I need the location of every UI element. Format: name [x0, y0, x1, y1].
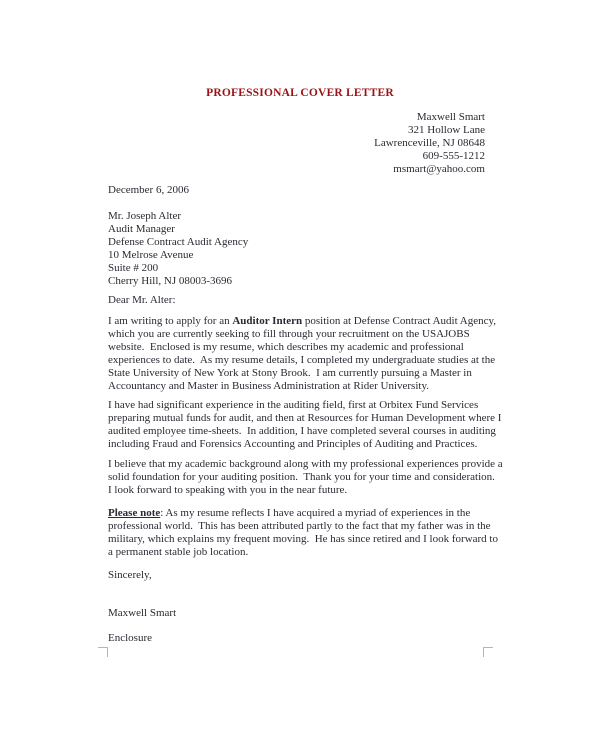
enclosure-note: Enclosure [108, 632, 152, 644]
paragraph-line: website. Enclosed is my resume, which describes my academic and professional [108, 341, 464, 353]
text-boundary-mark-bottom-left [98, 647, 108, 657]
paragraph-line: I believe that my academic background along with my professional experiences provide a [108, 458, 503, 470]
sender-line: Maxwell Smart [416, 111, 485, 123]
paragraph-line: professional world. This has been attributed partly to the fact that my father was in the [108, 520, 491, 532]
paragraph-text: : As my resume reflects I have acquired a myriad of experiences in the [160, 507, 471, 519]
paragraph-text: I am writing to apply for an [108, 315, 233, 327]
bold-position-title: Auditor Intern [232, 315, 303, 327]
paragraph-lines [108, 520, 498, 559]
paragraph-lines [108, 328, 496, 393]
sender-address-block [108, 111, 485, 176]
body-paragraph-1 [108, 315, 497, 393]
paragraph-line: a permanent stable job location. [108, 546, 249, 558]
body-paragraph-4 [108, 507, 498, 559]
paragraph-line: which you are currently seeking to fill through your recruitment on the USAJOBS [108, 328, 470, 340]
page-title: PROFESSIONAL COVER LETTER [206, 87, 394, 99]
recipient-line: Cherry Hill, NJ 08003-3696 [108, 275, 233, 287]
paragraph-line: audited employee time-sheets. In addition, I have completed several courses in auditing [108, 425, 496, 437]
text-boundary-mark-bottom-right [483, 647, 493, 657]
date-line: December 6, 2006 [108, 184, 189, 196]
recipient-line: Suite # 200 [108, 262, 159, 274]
valediction: Sincerely, [108, 569, 152, 581]
salutation: Dear Mr. Alter: [108, 294, 176, 306]
paragraph-line: I look forward to speaking with you in the near future. [108, 484, 348, 496]
sender-line: 321 Hollow Lane [408, 124, 485, 136]
sender-line: msmart@yahoo.com [393, 163, 485, 175]
body-paragraph-3 [108, 458, 503, 497]
bold-underline-note-label: Please note [108, 507, 161, 519]
recipient-line: 10 Melrose Avenue [108, 249, 194, 261]
paragraph-line: State University of New York at Stony Brook. I am currently pursuing a Master in [108, 367, 472, 379]
paragraph-text: position at Defense Contract Audit Agency, [302, 315, 497, 327]
recipient-address-block [108, 210, 492, 288]
paragraph-line: I have had significant experience in the auditing field, first at Orbitex Fund Services [108, 399, 479, 411]
paragraph-line: solid foundation for your auditing position. Thank you for your time and consideration. [108, 471, 495, 483]
body-paragraph-2 [108, 399, 502, 451]
paragraph-line [108, 315, 497, 328]
signature-name: Maxwell Smart [108, 607, 177, 619]
paragraph-line: including Fraud and Forensics Accounting and Principles of Auditing and Practices. [108, 438, 478, 450]
paragraph-line: military, which explains my frequent moving. He has since retired and I look forward to [108, 533, 498, 545]
sender-line: Lawrenceville, NJ 08648 [374, 137, 485, 149]
sender-line: 609-555-1212 [422, 150, 485, 162]
paragraph-line: Accountancy and Master in Business Administration at Rider University. [108, 380, 429, 392]
paragraph-line [108, 507, 492, 520]
recipient-line: Audit Manager [108, 223, 175, 235]
recipient-line: Mr. Joseph Alter [108, 210, 182, 222]
paragraph-line: experiences to date. As my resume details, I completed my undergraduate studies at the [108, 354, 496, 366]
recipient-line: Defense Contract Audit Agency [108, 236, 249, 248]
paragraph-line: preparing mutual funds for audit, and then at Resources for Human Development where I [108, 412, 502, 424]
